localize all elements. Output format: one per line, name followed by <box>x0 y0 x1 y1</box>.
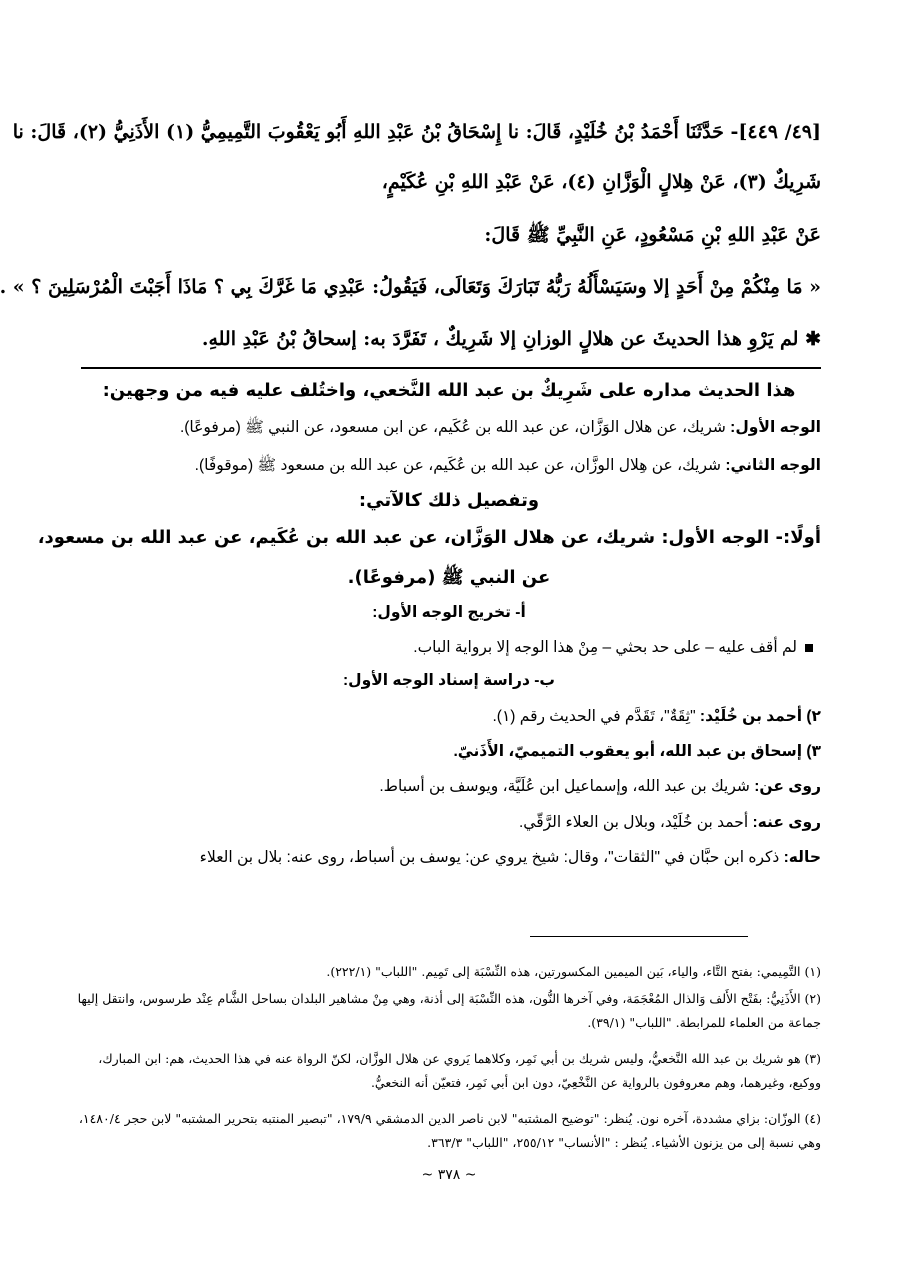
narrator-2-text: "ثِقَةٌ"، تَقَدَّم في الحديث رقم (١). <box>492 708 700 725</box>
study-title: هذا الحديث مداره على شَرِيكٌ بن عبد الله النَّخعي، واختُلف عليه فيه من وجهين: <box>102 380 796 401</box>
narrator-2-line <box>77 707 821 726</box>
rawa-an-line <box>77 777 821 796</box>
hadith-line-1: [٤٩/ ٤٤٩]- حَدَّثَنَا أَحْمَدُ بْنُ خُلَيْدٍ، قَالَ: نا إِسْحَاقُ بْنُ عَبْدِ اللهِ أَبُو يَعْقُوبَ التَّمِيمِيُّ (١) الأَذَنِيُّ (٢)، قَالَ: نا <box>12 121 821 143</box>
rawa-anhu-text: أحمد بن خُلَيْد، وبلال بن العلاء الرَّقّي. <box>518 814 753 831</box>
wajh-1-label: الوجه الأول: <box>730 419 821 436</box>
haluhu-text: ذكره ابن حبَّان في "الثقات"، وقال: شيخ يروي عن: يوسف بن أسباط، روى عنه: بلال بن العلاء <box>199 849 784 866</box>
document-page <box>1 0 901 1273</box>
wajh-2-label: الوجه الثاني: <box>725 457 821 474</box>
page-number: ~ ٣٧٨ ~ <box>421 1167 477 1183</box>
narrator-2-label: ٢) أحمد بن خُلَيْد: <box>699 708 821 725</box>
footnote-3: (٣) هو شريك بن عبد الله النَّخعيُّ، وليس شريك بن أبي نَمِر، وكلاهما يَروي عن هلال الوزَّان، لكنّ الرواة عنه في هذا الحديث، هم: ابن المبارك، ووكيع، وغيرهما، وهم معروفون بالرواية عن النَّخْعِيّ، دون ابن أبي نَمِر، فتعيّن أنه النخعيُّ. <box>98 1051 821 1090</box>
first-wajh-text-2: عن النبي ﷺ (مرفوعًا). <box>347 567 551 588</box>
footnote-4: (٤) الوزّان: بزاي مشددة، آخره نون. يُنظر: "توضيح المشتبه" لابن ناصر الدين الدمشقي ١٧٩/٩، "تبصير المنتبه بتحرير المشتبه" لابن حجر ١٤٨٠/٤، وهي نسبة إلى من يزنون الأشياء. يُنظر : "الأنساب" ٢٥٥/١٢، "اللباب" ٣٦٣/٣. <box>78 1111 821 1150</box>
hadith-line-3: عَنْ عَبْدِ اللهِ بْنِ مَسْعُودٍ، عَنِ النَّبِيِّ ﷺ قَالَ: <box>484 224 821 246</box>
hadith-line-5: ✱ لم يَرْوِ هذا الحديثَ عن هلالٍ الوزانِ إلا شَرِيكٌ ، تَفَرَّدَ به: إسحاقُ بْنُ عَبْدِ اللهِ. <box>201 328 821 350</box>
takhrij-bullet-item <box>77 638 813 657</box>
haluhu-line <box>77 848 821 867</box>
wajh-2-text: شريك، عن هِلال الوزَّان، عن عبد الله بن عُكَيم، عن عبد الله بن مسعود ﷺ (موقوفًا). <box>194 457 726 474</box>
wajh-1-line <box>77 417 821 440</box>
takhrij-bullet-text: لم أقف عليه – على حد بحثي – مِنْ هذا الوجه إلا برواية الباب. <box>413 639 797 656</box>
hadith-line-2: شَرِيكٌ (٣)، عَنْ هِلالٍ الْوَزَّانِ (٤)، عَنْ عَبْدِ اللهِ بْنِ عُكَيْمٍ، <box>381 171 821 193</box>
first-wajh-label: أولًا:- الوجه الأول: <box>661 527 821 548</box>
haluhu-label: حاله: <box>783 849 821 866</box>
footnote-rule <box>530 936 748 937</box>
first-wajh-text-1: شريك، عن هلال الوَزَّان، عن عبد الله بن عُكَيم، عن عبد الله بن مسعود، <box>37 527 662 548</box>
detail-title: وتفصيل ذلك كالآتي: <box>358 490 540 511</box>
narrator-3-title: ٣) إسحاق بن عبد الله، أبو يعقوب التميميّ، الأَذَنيّ. <box>453 743 821 760</box>
takhrij-title: أ- تخريج الوجه الأول: <box>372 604 526 621</box>
footnote-2: (٢) الأَذَنِيُّ: بفَتْح الأَلف وَالذال المُعْجَمَة، وفي آخرها النُّون، هذه النِّسْبَة إلى أذنة، وهي مِنْ مشاهير البلدان بساحل الشَّام عِنْد طرسوس، وانتقل إليها جماعة من العلماء للمرابطة. "اللباب" (٣٩/١). <box>77 991 821 1030</box>
rawa-an-label: روى عن: <box>754 778 821 795</box>
first-wajh-heading <box>37 527 821 548</box>
footnote-1: (١) التَّمِيمي: بفتح التَّاء، والياء، بَين الميمين المكسورتين، هذه النِّسْبَة إلى تَمِيم. "اللباب" (٢٢٢/١). <box>326 964 821 979</box>
rawa-anhu-line <box>77 813 821 832</box>
rawa-anhu-label: روى عنه: <box>752 814 821 831</box>
bullet-icon <box>805 644 813 652</box>
hadith-line-4: « مَا مِنْكُمْ مِنْ أَحَدٍ إلا وسَيَسْأَلُهُ رَبُّهُ تَبَارَكَ وَتَعَالَى، فَيَقُولُ: عَبْدِي مَا غَرَّكَ بِي ؟ مَاذَا أَجَبْتَ الْمُرْسَلِينَ ؟ » . <box>0 276 821 298</box>
section-divider <box>81 367 821 369</box>
wajh-1-text: شريك، عن هلال الوَزَّان، عن عبد الله بن عُكَيم، عن ابن مسعود، عن النبي ﷺ (مرفوعًا). <box>179 419 731 436</box>
dirasa-title: ب- دراسة إسناد الوجه الأول: <box>343 672 555 689</box>
wajh-2-line <box>77 455 821 478</box>
rawa-an-text: شريك بن عبد الله، وإسماعيل ابن عُلَيَّة، ويوسف بن أسباط. <box>379 778 755 795</box>
